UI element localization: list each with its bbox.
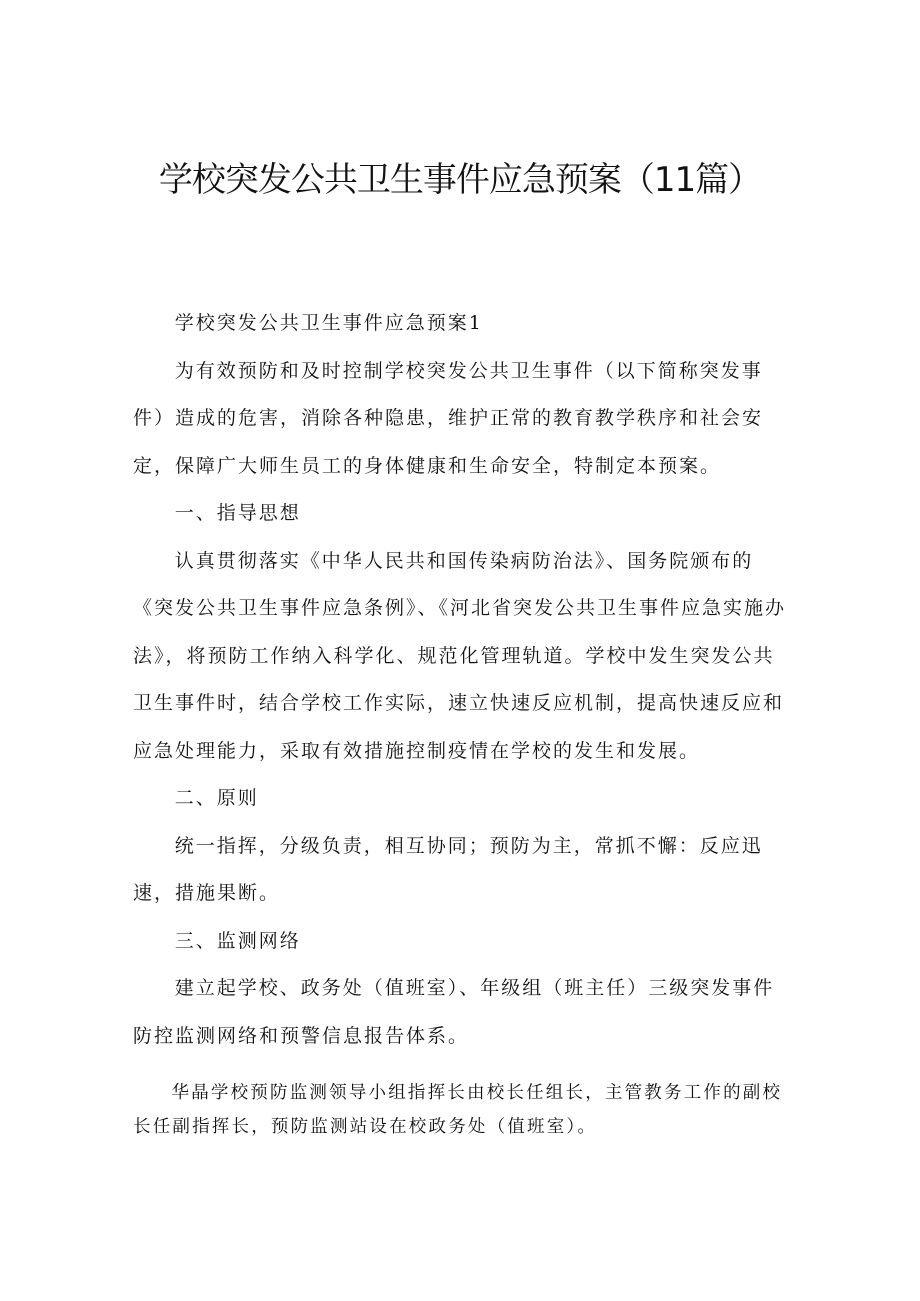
intro-paragraph: 为有效预防和及时控制学校突发公共卫生事件（以下简称突发事件）造成的危害，消除各种隐患，维护正常的教育教学秩序和社会安定，保障广大师生员工的身体健康和生命安全，特制定本预案。 <box>133 359 764 477</box>
guiding-ideology-paragraph: 认真贯彻落实《中华人民共和国传染病防治法》、国务院颁布的《突发公共卫生事件应急条例》、《河北省突发公共卫生事件应急实施办法》，将预防工作纳入科学化、规范化管理轨道。学校中发生突发公共卫生事件时，结合学校工作实际，速立快速反应机制，提高快速反应和应急处理能力，采取有效措施控制疫情在学校的发生和发展。 <box>133 549 787 762</box>
document-title: 学校突发公共卫生事件应急预案（11篇） <box>158 160 762 200</box>
section-subtitle: 学校突发公共卫生事件应急预案1 <box>174 312 483 334</box>
document-body <box>133 300 787 1144</box>
heading-principles: 二、原则 <box>174 787 259 809</box>
heading-monitoring-network: 三、监测网络 <box>174 929 301 952</box>
leadership-group-paragraph: 华晶学校预防监测领导小组指挥长由校长任组长，主管教务工作的副校长任副指挥长，预防监测站设在校政务处（值班室）。 <box>133 1083 783 1137</box>
monitoring-network-paragraph: 建立起学校、政务处（值班室）、年级组（班主任）三级突发事件防控监测网络和预警信息报告体系。 <box>133 977 775 1047</box>
heading-guiding-ideology: 一、指导思想 <box>174 502 301 524</box>
principles-paragraph: 统一指挥，分级负责，相互协同；预防为主，常抓不懈：反应迅速，措施果断。 <box>133 834 763 904</box>
